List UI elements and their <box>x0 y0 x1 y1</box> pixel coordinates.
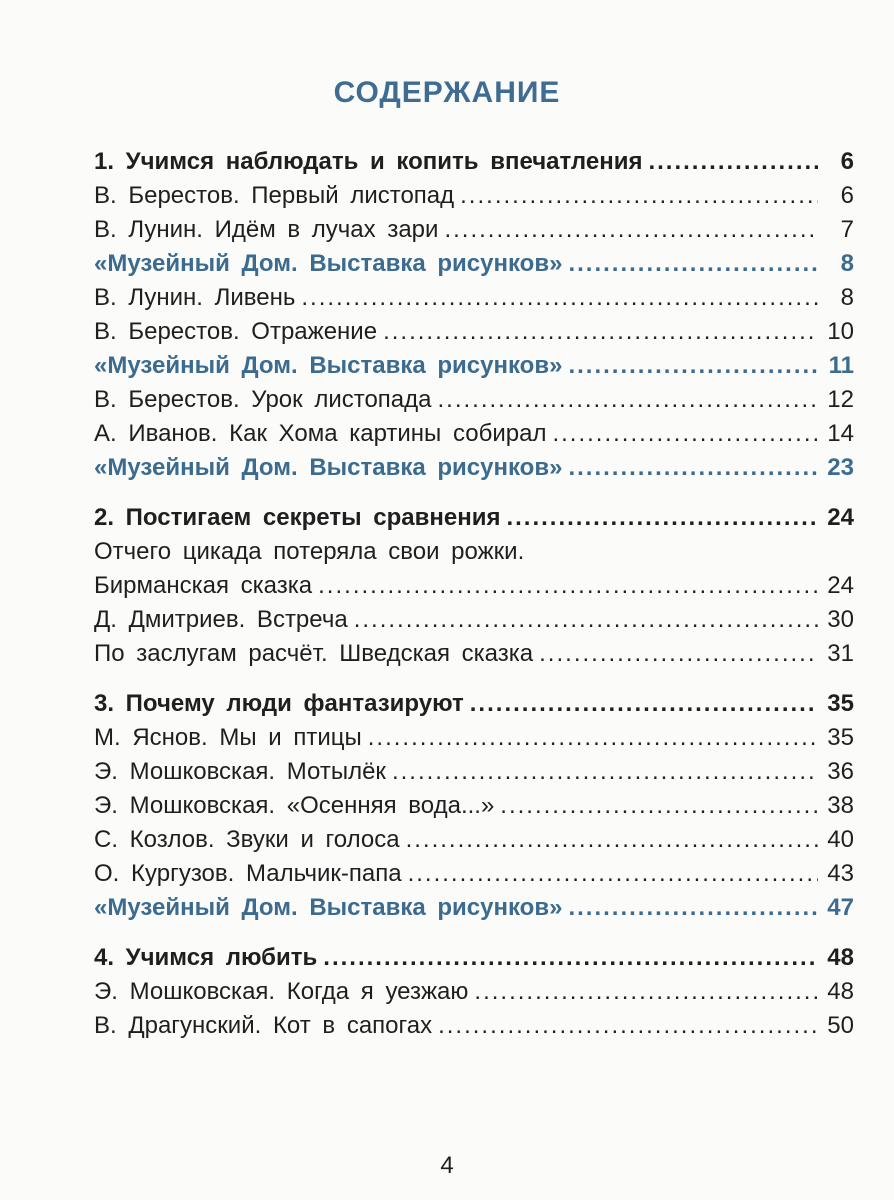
dot-leader <box>648 145 818 179</box>
toc-entry <box>94 755 854 789</box>
dot-leader <box>323 941 818 975</box>
table-of-contents <box>94 145 854 1043</box>
toc-entry-title: С. Козлов. Звуки и голоса <box>94 826 400 853</box>
toc-entry-page: 43 <box>827 860 854 887</box>
dot-leader <box>301 281 818 315</box>
toc-entry <box>94 857 854 891</box>
dot-leader <box>568 349 818 383</box>
toc-entry-title: По заслугам расчёт. Шведская сказка <box>94 640 534 667</box>
toc-entry-page: 24 <box>827 572 854 599</box>
dot-leader <box>368 721 818 755</box>
toc-section-heading <box>94 145 854 179</box>
dot-leader <box>506 501 818 535</box>
dot-leader <box>474 975 818 1009</box>
toc-entry <box>94 823 854 857</box>
toc-section-heading <box>94 941 854 975</box>
toc-entry-title: Э. Мошковская. Мотылёк <box>94 758 386 785</box>
toc-entry-page: 47 <box>827 894 854 921</box>
toc-entry-page: 50 <box>827 1012 854 1039</box>
toc-entry-title: В. Берестов. Первый листопад <box>94 182 455 209</box>
toc-entry <box>94 637 854 671</box>
toc-entry <box>94 975 854 1009</box>
toc-entry-page: 35 <box>827 724 854 751</box>
toc-entry-page: 6 <box>840 182 854 209</box>
dot-leader <box>568 891 818 925</box>
toc-entry-title: В. Лунин. Ливень <box>94 284 296 311</box>
dot-leader <box>539 637 818 671</box>
toc-entry-title: 1. Учимся наблюдать и копить впечатления <box>94 148 643 175</box>
toc-entry-title: Э. Мошковская. «Осенняя вода...» <box>94 792 495 819</box>
dot-leader <box>460 179 818 213</box>
toc-section-heading <box>94 501 854 535</box>
toc-entry-title: 4. Учимся любить <box>94 944 318 971</box>
toc-entry-page: 38 <box>827 792 854 819</box>
toc-entry-title: «Музейный Дом. Выставка рисунков» <box>94 250 563 277</box>
dot-leader <box>568 247 818 281</box>
toc-entry-page: 31 <box>827 640 854 667</box>
toc-museum-entry <box>94 451 854 485</box>
toc-museum-entry <box>94 349 854 383</box>
toc-entry-page: 7 <box>840 216 854 243</box>
toc-entry-title: «Музейный Дом. Выставка рисунков» <box>94 352 563 379</box>
page-title: СОДЕРЖАНИЕ <box>333 76 561 109</box>
toc-entry-page: 24 <box>827 504 854 531</box>
toc-entry-title: Бирманская сказка <box>94 572 313 599</box>
toc-entry <box>94 417 854 451</box>
toc-entry-page: 30 <box>827 606 854 633</box>
toc-entry <box>94 789 854 823</box>
toc-entry-title: В. Берестов. Урок листопада <box>94 386 432 413</box>
toc-entry <box>94 535 854 569</box>
toc-entry-page: 23 <box>827 454 854 481</box>
toc-entry-title: В. Лунин. Идём в лучах зари <box>94 216 439 243</box>
dot-leader <box>438 383 819 417</box>
toc-entry <box>94 315 854 349</box>
toc-entry-page: 8 <box>840 284 854 311</box>
toc-entry-title: М. Яснов. Мы и птицы <box>94 724 362 751</box>
page-number: 4 <box>440 1152 454 1179</box>
toc-entry <box>94 281 854 315</box>
dot-leader <box>383 315 818 349</box>
toc-entry-page: 10 <box>827 318 854 345</box>
dot-leader <box>408 857 818 891</box>
dot-leader <box>568 451 818 485</box>
toc-entry-title: Э. Мошковская. Когда я уезжаю <box>94 978 469 1005</box>
toc-entry-title: А. Иванов. Как Хома картины собирал <box>94 420 547 447</box>
toc-entry-page: 36 <box>827 758 854 785</box>
toc-entry-page: 48 <box>827 978 854 1005</box>
toc-entry-title: В. Драгунский. Кот в сапогах <box>94 1012 433 1039</box>
toc-entry <box>94 213 854 247</box>
dot-leader <box>354 603 818 637</box>
toc-entry-page: 6 <box>840 148 854 175</box>
toc-entry <box>94 179 854 213</box>
toc-entry <box>94 721 854 755</box>
toc-museum-entry <box>94 247 854 281</box>
dot-leader <box>444 213 818 247</box>
toc-entry-title: «Музейный Дом. Выставка рисунков» <box>94 894 563 921</box>
toc-entry-title: «Музейный Дом. Выставка рисунков» <box>94 454 563 481</box>
toc-entry-title: Отчего цикада потеряла свои рожки. <box>94 538 525 565</box>
toc-entry-page: 14 <box>827 420 854 447</box>
toc-entry-page: 48 <box>827 944 854 971</box>
dot-leader <box>406 823 818 857</box>
toc-museum-entry <box>94 891 854 925</box>
toc-entry-page: 11 <box>828 352 854 379</box>
toc-entry <box>94 569 854 603</box>
toc-entry-page: 12 <box>827 386 854 413</box>
toc-entry-page: 40 <box>827 826 854 853</box>
dot-leader <box>318 569 818 603</box>
dot-leader <box>500 789 818 823</box>
toc-entry-title: О. Кургузов. Мальчик-папа <box>94 860 402 887</box>
toc-entry <box>94 383 854 417</box>
toc-entry-page: 8 <box>840 250 854 277</box>
dot-leader <box>470 687 818 721</box>
toc-entry <box>94 603 854 637</box>
toc-entry-page: 35 <box>827 690 854 717</box>
toc-entry <box>94 1009 854 1043</box>
toc-entry-title: Д. Дмитриев. Встреча <box>94 606 348 633</box>
toc-entry-title: 3. Почему люди фантазируют <box>94 690 464 717</box>
dot-leader <box>552 417 818 451</box>
dot-leader <box>392 755 818 789</box>
toc-entry-title: В. Берестов. Отражение <box>94 318 378 345</box>
dot-leader <box>438 1009 818 1043</box>
toc-section-heading <box>94 687 854 721</box>
toc-entry-title: 2. Постигаем секреты сравнения <box>94 504 501 531</box>
